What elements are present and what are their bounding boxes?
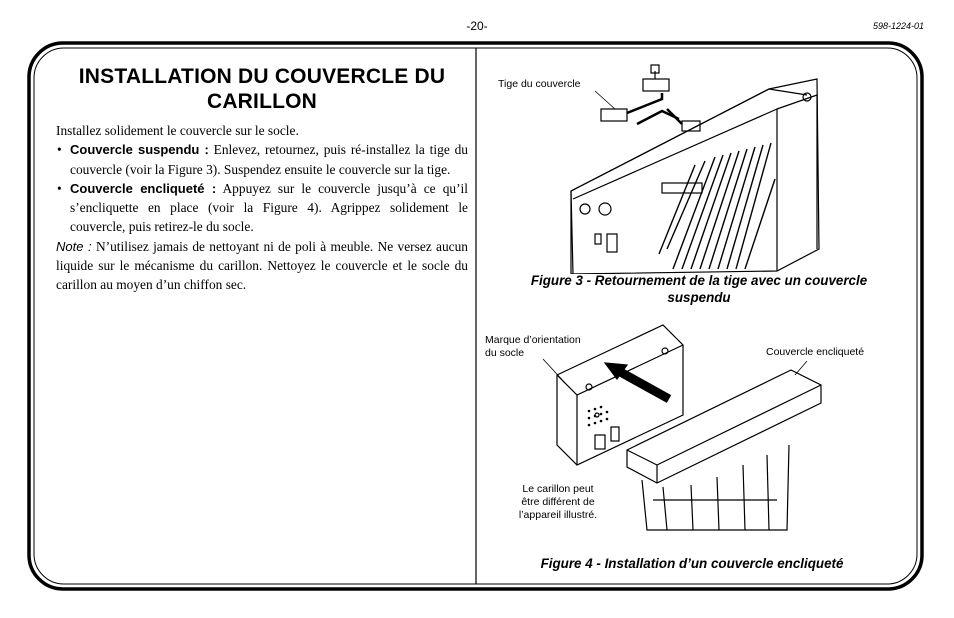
bullet-label: Couvercle suspendu :	[70, 142, 209, 158]
label-note-line-2: être différent de	[521, 496, 595, 508]
title-line-2: CARILLON	[206, 90, 318, 113]
title-line-1: INSTALLATION DU COUVERCLE DU	[78, 65, 446, 88]
bullet-text: Enlevez, retournez, puis ré-installez la tige du couvercle (voir la Figure 3). Suspendez ensuite le couvercle sur la tige.	[70, 142, 468, 177]
label-orientation-mark	[485, 334, 581, 360]
bullet-snap-cover	[56, 179, 468, 237]
figure-3-caption-line-1: Figure 3 - Retournement de la tige avec un couvercle	[530, 273, 868, 288]
bullet-label: Couvercle encliqueté :	[70, 180, 217, 196]
intro-paragraph: Installez solidement le couvercle sur le socle.	[56, 123, 299, 138]
bullet-dot: •	[57, 142, 62, 158]
label-cover-stem: Tige du couvercle	[498, 78, 581, 90]
figure-3-caption-line-2: suspendu	[667, 290, 731, 305]
figure-4-caption: Figure 4 - Installation d’un couvercle encliqueté	[540, 556, 844, 571]
label-orientation-mark-line-1: Marque d’orientation	[485, 334, 581, 346]
document-code: 598-1224-01	[872, 21, 924, 31]
label-illustration-note	[505, 483, 611, 522]
section-title	[56, 64, 468, 114]
figure-3-caption	[494, 272, 904, 306]
bullet-text: Appuyez sur le couvercle jusqu’à ce qu’il s’encliquette en place (voir la Figure 4). Agrippez solidement le couvercle, puis retirez-le du socle.	[70, 180, 468, 235]
label-note-line-3: l’appareil illustré.	[518, 509, 598, 521]
note-label: Note :	[56, 238, 92, 254]
label-orientation-mark-line-2: du socle	[485, 347, 525, 359]
label-snap-cover: Couvercle encliqueté	[766, 346, 865, 358]
note-paragraph	[56, 237, 468, 295]
page-number: -20-	[466, 19, 488, 33]
bullet-dot: •	[57, 180, 62, 196]
text-column	[56, 64, 468, 295]
bullet-hanging-cover	[56, 140, 468, 179]
label-note-line-1: Le carillon peut	[522, 483, 594, 495]
note-text: N’utilisez jamais de nettoyant ni de poli à meuble. Ne versez aucun liquide sur le mécanisme du carillon. Nettoyez le couvercle et le socle du carillon au moyen d’un chiffon sec.	[56, 238, 468, 293]
